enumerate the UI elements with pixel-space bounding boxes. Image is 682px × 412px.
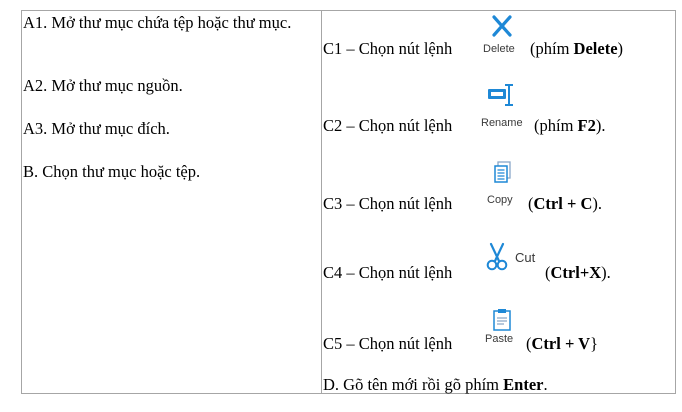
key-enter: Enter xyxy=(503,375,544,394)
copy-icon-label: Copy xyxy=(487,194,513,206)
key-ctrl-x: Ctrl+X xyxy=(550,263,602,282)
item-c2-suffix: (phím F2). xyxy=(534,116,606,135)
item-c3-suffix: (Ctrl + C). xyxy=(528,194,603,213)
item-c1-prefix: C1 – Chọn nút lệnh xyxy=(323,39,453,58)
item-b: B. Chọn thư mục hoặc tệp. xyxy=(23,162,201,181)
item-c3-prefix: C3 – Chọn nút lệnh xyxy=(323,194,453,213)
delete-x-icon xyxy=(490,14,514,38)
column-divider xyxy=(321,11,322,393)
item-c5-prefix: C5 – Chọn nút lệnh xyxy=(323,334,453,353)
matching-table xyxy=(21,10,676,394)
rename-icon xyxy=(486,83,516,109)
key-ctrl-v: Ctrl + V xyxy=(531,334,591,353)
item-d: D. Gõ tên mới rồi gõ phím Enter. xyxy=(323,375,548,394)
scissors-icon xyxy=(484,242,510,272)
item-a1: A1. Mở thư mục chứa tệp hoặc thư mục. xyxy=(23,13,292,32)
key-ctrl-c: Ctrl + C xyxy=(533,194,593,213)
item-c5-suffix: (Ctrl + V} xyxy=(526,334,599,353)
item-c4-prefix: C4 – Chọn nút lệnh xyxy=(323,263,453,282)
item-a2: A2. Mở thư mục nguồn. xyxy=(23,76,183,95)
item-a3: A3. Mở thư mục đích. xyxy=(23,119,170,138)
copy-icon xyxy=(492,160,514,186)
item-c4-suffix: (Ctrl+X). xyxy=(545,263,611,282)
paste-icon-label: Paste xyxy=(485,333,514,345)
rename-icon-label: Rename xyxy=(481,117,523,129)
key-delete: Delete xyxy=(573,39,618,58)
item-c1-suffix: (phím Delete) xyxy=(530,39,624,58)
cut-icon-label: Cut xyxy=(515,250,536,265)
delete-icon-label: Delete xyxy=(483,43,515,55)
item-c2-prefix: C2 – Chọn nút lệnh xyxy=(323,116,453,135)
key-f2: F2 xyxy=(577,116,596,135)
paste-icon xyxy=(491,307,513,333)
